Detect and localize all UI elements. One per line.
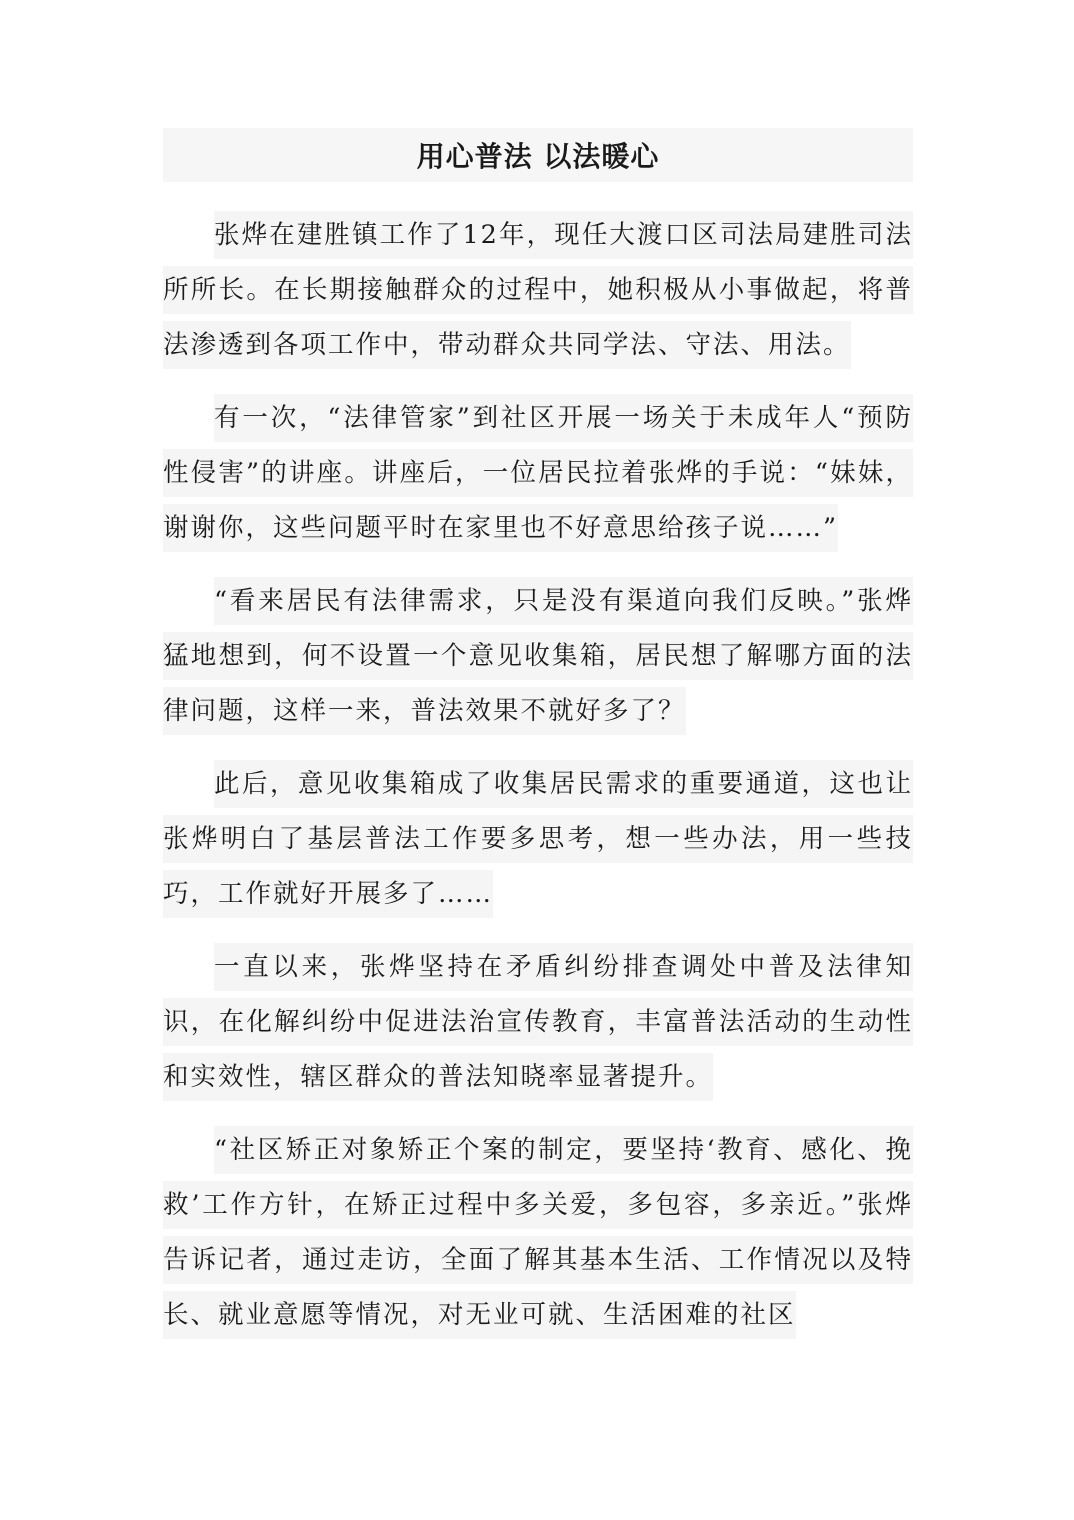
document-title: 用心普法 以法暖心 — [416, 140, 660, 173]
paragraph-text: 此后，意见收集箱成了收集居民需求的重要通道，这也让张烨明白了基层普法工作要多思考，想一些办法，用一些技巧，工作就好开展多了…… — [163, 760, 913, 918]
paragraph-text: “看来居民有法律需求，只是没有渠道向我们反映。”张烨猛地想到，何不设置一个意见收集箱，居民想了解哪方面的法律问题，这样一来，普法效果不就好多了？ — [163, 577, 913, 735]
paragraph-1 — [163, 208, 913, 373]
paragraph-3 — [163, 574, 913, 739]
paragraph-text: 有一次，“法律管家”到社区开展一场关于未成年人“预防性侵害”的讲座。讲座后，一位居民拉着张烨的手说：“妹妹，谢谢你，这些问题平时在家里也不好意思给孩子说……” — [163, 394, 913, 552]
paragraph-4 — [163, 757, 913, 922]
title-block — [163, 128, 913, 182]
document-page — [163, 128, 913, 1361]
paragraph-text: 一直以来，张烨坚持在矛盾纠纷排查调处中普及法律知识，在化解纠纷中促进法治宣传教育，丰富普法活动的生动性和实效性，辖区群众的普法知晓率显著提升。 — [163, 943, 913, 1101]
paragraph-5 — [163, 940, 913, 1105]
paragraph-6 — [163, 1123, 913, 1343]
paragraph-text: 张烨在建胜镇工作了12年，现任大渡口区司法局建胜司法所所长。在长期接触群众的过程中，她积极从小事做起，将普法渗透到各项工作中，带动群众共同学法、守法、用法。 — [163, 211, 913, 369]
paragraph-text: “社区矫正对象矫正个案的制定，要坚持‘教育、感化、挽救’工作方针，在矫正过程中多关爱，多包容，多亲近。”张烨告诉记者，通过走访，全面了解其基本生活、工作情况以及特长、就业意愿等情况，对无业可就、生活困难的社区 — [163, 1126, 913, 1339]
paragraph-2 — [163, 391, 913, 556]
